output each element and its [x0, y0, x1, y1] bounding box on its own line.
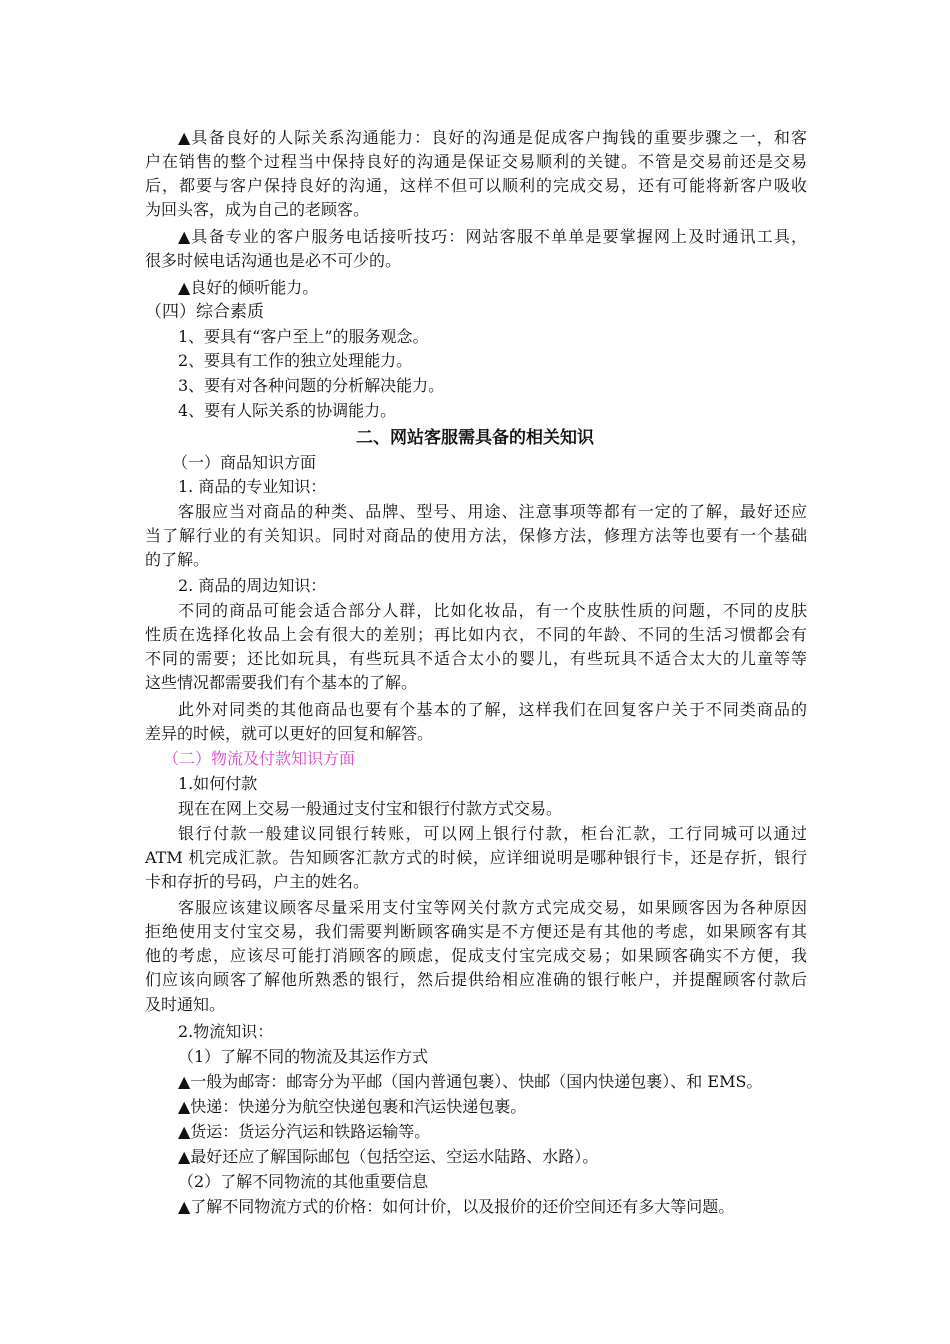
subsection-heading: （1）了解不同的物流及其运作方式 — [178, 1047, 429, 1066]
bullet-item: ▲货运：货运分汽运和铁路运输等。 — [178, 1122, 431, 1141]
paragraph-line: 为回头客，成为自己的老顾客。 — [145, 200, 370, 219]
paragraph-line: 卡和存折的号码，户主的姓名。 — [145, 872, 370, 891]
paragraph-line: 及时通知。 — [145, 995, 226, 1014]
paragraph-line: 后，都要与客户保持良好的沟通，这样不但可以顺利的完成交易，还有可能将新客户吸收 — [145, 176, 807, 195]
subsection-heading: 1. 商品的专业知识： — [178, 477, 327, 496]
paragraph-line: 的了解。 — [145, 550, 210, 569]
section-heading: （四）综合素质 — [145, 302, 264, 322]
subsection-heading: （2）了解不同物流的其他重要信息 — [178, 1172, 429, 1191]
paragraph-line: 他的考虑，应该尽可能打消顾客的顾虑，促成支付宝完成交易；如果顾客确实不方便，我 — [145, 946, 807, 965]
subsection-heading: 1.如何付款 — [178, 774, 258, 793]
paragraph-line: 拒绝使用支付宝交易，我们需要判断顾客确实是不方便还是有其他的考虑，如果顾客有其 — [145, 922, 807, 941]
paragraph-line: ATM 机完成汇款。告知顾客汇款方式的时候，应详细说明是哪种银行卡，还是存折，银行 — [145, 848, 807, 867]
subsection-heading: （一）商品知识方面 — [172, 453, 317, 472]
subsection-heading: 2. 商品的周边知识： — [178, 576, 327, 595]
paragraph-line: 不同的需要；还比如玩具，有些玩具不适合太小的婴儿，有些玩具不适合太大的儿童等等 — [145, 649, 807, 668]
bullet-item: ▲快递：快递分为航空快递包裹和汽运快递包裹。 — [178, 1097, 527, 1116]
highlighted-subsection-heading: （二）物流及付款知识方面 — [163, 749, 356, 768]
bullet-item: ▲一般为邮寄：邮寄分为平邮（国内普通包裹）、快邮（国内快递包裹）、和 EMS。 — [178, 1072, 763, 1091]
list-item: 3、要有对各种问题的分析解决能力。 — [178, 376, 445, 395]
list-item: 4、要有人际关系的协调能力。 — [178, 401, 397, 420]
paragraph-line: ▲具备专业的客户服务电话接听技巧：网站客服不单单是要掌握网上及时通讯工具， — [178, 227, 807, 246]
paragraph-line: 性质在选择化妆品上会有很大的差别；再比如内衣，不同的年龄、不同的生活习惯都会有 — [145, 625, 807, 644]
paragraph-line: 这些情况都需要我们有个基本的了解。 — [145, 673, 418, 692]
paragraph-line: 现在在网上交易一般通过支付宝和银行付款方式交易。 — [178, 799, 563, 818]
paragraph-line: 客服应该建议顾客尽量采用支付宝等网关付款方式完成交易，如果顾客因为各种原因 — [178, 898, 807, 917]
bullet-item: ▲了解不同物流方式的价格：如何计价，以及报价的还价空间还有多大等问题。 — [178, 1197, 735, 1216]
paragraph-line: 很多时候电话沟通也是必不可少的。 — [145, 251, 402, 270]
subsection-heading: 2.物流知识： — [178, 1022, 274, 1041]
paragraph-line: 们应该向顾客了解他所熟悉的银行，然后提供给相应准确的银行帐户，并提醒顾客付款后 — [145, 970, 807, 989]
paragraph-line: 当了解行业的有关知识。同时对商品的使用方法，保修方法，修理方法等也要有一个基础 — [145, 526, 807, 545]
paragraph-line: 银行付款一般建议同银行转账，可以网上银行付款，柜台汇款，工行同城可以通过 — [178, 824, 807, 843]
bullet-item: ▲最好还应了解国际邮包（包括空运、空运水陆路、水路）。 — [178, 1147, 599, 1166]
paragraph-line: 差异的时候，就可以更好的回复和解答。 — [145, 724, 434, 743]
chapter-title: 二、网站客服需具备的相关知识 — [356, 428, 594, 448]
paragraph-line: 户在销售的整个过程当中保持良好的沟通是保证交易顺利的关键。不管是交易前还是交易 — [145, 152, 807, 171]
paragraph-line: 客服应当对商品的种类、品牌、型号、用途、注意事项等都有一定的了解，最好还应 — [178, 502, 807, 521]
paragraph-line: ▲具备良好的人际关系沟通能力：良好的沟通是促成客户掏钱的重要步骤之一，和客 — [178, 128, 807, 147]
list-item: 1、要具有“客户至上”的服务观念。 — [178, 327, 429, 346]
paragraph-line: ▲良好的倾听能力。 — [178, 278, 319, 297]
paragraph-line: 此外对同类的其他商品也要有个基本的了解，这样我们在回复客户关于不同类商品的 — [178, 700, 807, 719]
list-item: 2、要具有工作的独立处理能力。 — [178, 351, 413, 370]
paragraph-line: 不同的商品可能会适合部分人群，比如化妆品，有一个皮肤性质的问题，不同的皮肤 — [178, 601, 807, 620]
